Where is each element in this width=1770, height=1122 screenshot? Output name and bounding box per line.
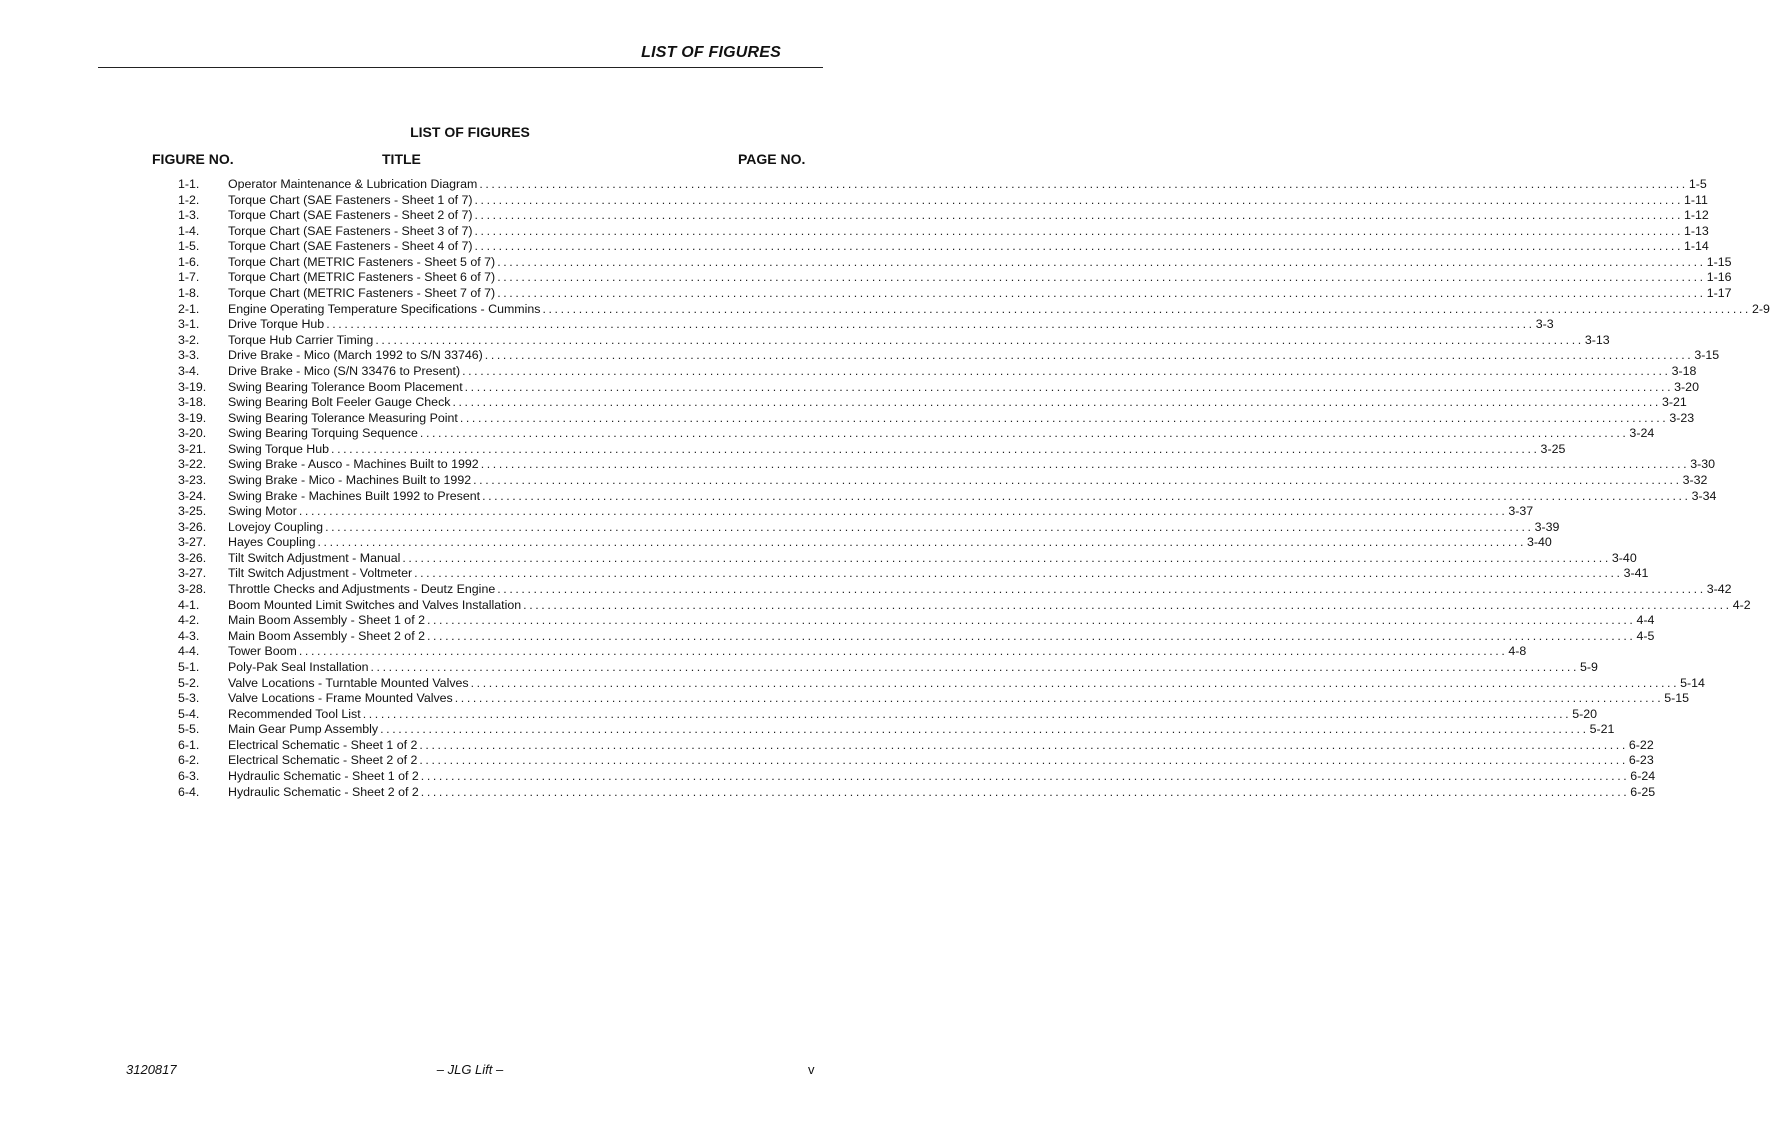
figure-number: 3-20. [178, 426, 207, 441]
dot-leader: ........................................................................................................................................................................................................ [480, 457, 1690, 472]
figure-page-number: 4-2 [1732, 597, 1751, 612]
dot-leader: ........................................................................................................................................................................................................ [420, 784, 1630, 799]
figure-list-item[interactable] [178, 472, 1708, 489]
figure-page-number: 2-9 [1751, 301, 1770, 316]
figure-list-item[interactable] [178, 317, 1554, 333]
figure-page-number: 6-22 [1628, 737, 1654, 752]
figure-title: Drive Torque Hub [228, 317, 325, 332]
dot-leader: ........................................................................................................................................................................................................ [523, 597, 1732, 612]
figure-list-item[interactable] [178, 488, 1717, 505]
dot-leader: ........................................................................................................................................................................................................ [474, 223, 1683, 238]
footer-doc-number: 3120817 [126, 1062, 177, 1077]
figure-page-number: 1-14 [1684, 239, 1709, 254]
dot-leader: ........................................................................................................................................................................................................ [482, 488, 1691, 503]
dot-leader: ........................................................................................................................................................................................................ [462, 363, 1671, 378]
dot-leader: ........................................................................................................................................................................................................ [362, 706, 1572, 721]
figure-number: 2-1. [178, 301, 200, 316]
figure-title: Throttle Checks and Adjustments - Deutz Engine [228, 582, 496, 597]
dot-leader: ........................................................................................................................................................................................................ [380, 722, 1589, 737]
figure-title: Valve Locations - Turntable Mounted Valves [228, 675, 469, 690]
column-header-figure-no: FIGURE NO. [152, 151, 234, 167]
figure-page-number: 3-24 [1629, 426, 1655, 441]
running-header-title: LIST OF FIGURES [641, 44, 781, 61]
dot-leader: ........................................................................................................................................................................................................ [479, 177, 1688, 191]
figure-page-number: 1-11 [1684, 192, 1708, 207]
figure-number: 1-1. [178, 177, 200, 191]
figure-page-number: 3-39 [1534, 519, 1560, 534]
figure-title: Drive Brake - Mico (March 1992 to S/N 33746) [228, 348, 483, 363]
dot-leader: ........................................................................................................................................................................................................ [452, 395, 1661, 410]
figure-number: 3-27. [178, 566, 207, 581]
figure-list-item[interactable] [178, 675, 1705, 692]
figure-list-item[interactable] [178, 410, 1695, 427]
figure-title: Hydraulic Schematic - Sheet 1 of 2 [228, 768, 419, 783]
figure-number: 6-2. [178, 753, 200, 768]
figure-page-number: 3-37 [1508, 504, 1534, 519]
figure-number: 3-23. [178, 472, 207, 487]
figure-number: 3-25. [178, 504, 207, 519]
figure-number: 5-1. [178, 659, 200, 674]
dot-leader: ........................................................................................................................................................................................................ [497, 582, 1706, 597]
figure-list [178, 177, 1770, 800]
figure-page-number: 3-40 [1611, 550, 1637, 565]
figure-page-number: 6-24 [1630, 768, 1656, 783]
figure-list-item[interactable] [178, 768, 1656, 785]
dot-leader: ........................................................................................................................................................................................................ [325, 519, 1534, 534]
figure-page-number: 3-25 [1540, 441, 1566, 456]
figure-title: Operator Maintenance & Lubrication Diagram [228, 177, 478, 191]
figure-number: 3-26. [178, 550, 207, 565]
figure-list-item[interactable] [178, 208, 1709, 224]
figure-list-item[interactable] [178, 706, 1598, 723]
figure-number: 5-2. [178, 675, 200, 690]
figure-number: 1-3. [178, 208, 200, 223]
figure-number: 1-7. [178, 270, 200, 285]
figure-page-number: 3-30 [1690, 457, 1716, 472]
figure-page-number: 3-3 [1535, 317, 1554, 332]
figure-list-item[interactable] [178, 582, 1732, 598]
figure-title: Main Boom Assembly - Sheet 1 of 2 [228, 613, 425, 628]
figure-list-item[interactable] [178, 691, 1690, 707]
figure-title: Torque Chart (SAE Fasteners - Sheet 3 of 7) [228, 223, 473, 238]
figure-page-number: 1-15 [1706, 254, 1732, 269]
figure-list-item[interactable] [178, 613, 1655, 629]
figure-title: Torque Chart (SAE Fasteners - Sheet 1 of 7) [228, 192, 473, 207]
figure-title: Electrical Schematic - Sheet 1 of 2 [228, 737, 418, 752]
figure-page-number: 3-13 [1584, 332, 1610, 347]
dot-leader: ........................................................................................................................................................................................................ [402, 550, 1611, 565]
column-header-title: TITLE [382, 151, 421, 167]
figure-number: 3-3. [178, 348, 200, 363]
dot-leader: ........................................................................................................................................................................................................ [331, 441, 1540, 456]
figure-number: 4-3. [178, 628, 200, 643]
figure-title: Hayes Coupling [228, 535, 316, 550]
figure-list-item[interactable] [178, 363, 1697, 380]
figure-number: 3-22. [178, 457, 207, 472]
figure-number: 1-6. [178, 254, 200, 269]
figure-list-item[interactable] [178, 426, 1655, 442]
figure-page-number: 1-12 [1684, 208, 1709, 223]
figure-title: Swing Brake - Ausco - Machines Built to 1992 [228, 457, 479, 472]
figure-title: Tilt Switch Adjustment - Manual [228, 550, 401, 565]
dot-leader: ........................................................................................................................................................................................................ [420, 768, 1630, 783]
dot-leader: ........................................................................................................................................................................................................ [414, 566, 1623, 581]
figure-number: 3-24. [178, 488, 207, 503]
dot-leader: ........................................................................................................................................................................................................ [497, 270, 1706, 285]
dot-leader: ........................................................................................................................................................................................................ [464, 379, 1674, 394]
figure-list-item[interactable] [178, 379, 1699, 396]
dot-leader: ........................................................................................................................................................................................................ [326, 317, 1535, 332]
figure-list-item[interactable] [178, 566, 1649, 582]
figure-page-number: 5-20 [1572, 706, 1598, 721]
dot-leader: ........................................................................................................................................................................................................ [474, 192, 1683, 207]
figure-page-number: 5-14 [1680, 675, 1705, 690]
figure-number: 4-2. [178, 613, 200, 628]
dot-leader: ........................................................................................................................................................................................................ [298, 644, 1508, 659]
figure-number: 3-1. [178, 317, 200, 332]
figure-title: Main Gear Pump Assembly [228, 722, 379, 737]
dot-leader: ........................................................................................................................................................................................................ [375, 332, 1584, 347]
figure-list-item[interactable] [178, 254, 1732, 271]
dot-leader: ........................................................................................................................................................................................................ [497, 254, 1706, 269]
figure-title: Boom Mounted Limit Switches and Valves Installation [228, 597, 522, 612]
figure-list-item[interactable] [178, 332, 1610, 349]
figure-title: Electrical Schematic - Sheet 2 of 2 [228, 753, 418, 768]
figure-page-number: 3-40 [1527, 535, 1552, 550]
figure-title: Swing Brake - Machines Built 1992 to Present [228, 488, 481, 503]
figure-title: Torque Chart (METRIC Fasteners - Sheet 5 of 7) [228, 254, 496, 269]
figure-list-item[interactable] [178, 348, 1720, 364]
dot-leader: ........................................................................................................................................................................................................ [419, 753, 1628, 768]
dot-leader: ........................................................................................................................................................................................................ [317, 535, 1526, 550]
dot-leader: ........................................................................................................................................................................................................ [454, 691, 1664, 706]
figure-number: 6-4. [178, 784, 200, 799]
figure-list-item[interactable] [178, 722, 1615, 738]
figure-page-number: 4-8 [1508, 644, 1527, 659]
dot-leader: ........................................................................................................................................................................................................ [542, 301, 1751, 316]
figure-title: Tower Boom [228, 644, 297, 659]
figure-page-number: 3-15 [1694, 348, 1720, 363]
figure-list-item[interactable] [178, 286, 1732, 302]
figure-number: 3-27. [178, 535, 207, 550]
figure-number: 3-28. [178, 582, 207, 597]
figure-number: 1-2. [178, 192, 200, 207]
figure-number: 3-19. [178, 410, 207, 425]
dot-leader: ........................................................................................................................................................................................................ [473, 472, 1682, 487]
header-rule [98, 67, 823, 68]
figure-list-item[interactable] [178, 441, 1566, 458]
figure-title: Torque Chart (METRIC Fasteners - Sheet 7 of 7) [228, 286, 496, 301]
figure-number: 3-19. [178, 379, 207, 394]
figure-title: Swing Bearing Torquing Sequence [228, 426, 418, 441]
figure-page-number: 3-34 [1691, 488, 1717, 503]
figure-page-number: 4-4 [1636, 613, 1655, 628]
figure-list-item[interactable] [178, 192, 1708, 209]
figure-number: 1-8. [178, 286, 200, 301]
figure-title: Hydraulic Schematic - Sheet 2 of 2 [228, 784, 419, 799]
footer-page-number: v [808, 1062, 815, 1077]
figure-page-number: 5-15 [1664, 691, 1690, 706]
figure-list-item[interactable] [178, 395, 1687, 411]
figure-list-item[interactable] [178, 223, 1709, 240]
figure-list-item[interactable] [178, 535, 1552, 551]
figure-number: 5-4. [178, 706, 200, 721]
figure-title: Torque Chart (SAE Fasteners - Sheet 2 of 7) [228, 208, 473, 223]
dot-leader: ........................................................................................................................................................................................................ [470, 675, 1680, 690]
figure-list-item[interactable] [178, 737, 1654, 754]
figure-number: 6-1. [178, 737, 200, 752]
figure-page-number: 6-25 [1630, 784, 1656, 799]
figure-page-number: 3-32 [1682, 472, 1708, 487]
figure-page-number: 1-16 [1706, 270, 1732, 285]
figure-page-number: 3-20 [1674, 379, 1699, 394]
dot-leader: ........................................................................................................................................................................................................ [474, 239, 1683, 254]
figure-number: 4-1. [178, 597, 200, 612]
dot-leader: ........................................................................................................................................................................................................ [419, 426, 1629, 441]
figure-list-item[interactable] [178, 177, 1707, 193]
figure-list-item[interactable] [178, 550, 1637, 567]
figure-title: Swing Bearing Tolerance Measuring Point [228, 410, 458, 425]
figure-page-number: 5-21 [1589, 722, 1615, 737]
figure-title: Swing Brake - Mico - Machines Built to 1992 [228, 472, 472, 487]
footer-publisher: – JLG Lift – [436, 1062, 504, 1077]
figure-page-number: 3-21 [1661, 395, 1687, 410]
figure-page-number: 3-23 [1669, 410, 1695, 425]
figure-list-item[interactable] [178, 504, 1534, 520]
figure-title: Lovejoy Coupling [228, 519, 324, 534]
figure-list-item[interactable] [178, 753, 1654, 769]
figure-page-number: 6-23 [1628, 753, 1654, 768]
figure-number: 6-3. [178, 768, 200, 783]
figure-title: Swing Bearing Bolt Feeler Gauge Check [228, 395, 451, 410]
figure-list-item[interactable] [178, 301, 1770, 318]
figure-list-item[interactable] [178, 239, 1709, 255]
figure-title: Torque Chart (METRIC Fasteners - Sheet 6 of 7) [228, 270, 496, 285]
figure-title: Recommended Tool List [228, 706, 361, 721]
figure-page-number: 3-41 [1623, 566, 1649, 581]
figure-page-number: 1-17 [1706, 286, 1732, 301]
dot-leader: ........................................................................................................................................................................................................ [298, 504, 1508, 519]
figure-list-item[interactable] [178, 597, 1751, 614]
figure-title: Engine Operating Temperature Specifications - Cummins [228, 301, 541, 316]
figure-title: Valve Locations - Frame Mounted Valves [228, 691, 453, 706]
figure-list-item[interactable] [178, 784, 1656, 801]
figure-title: Torque Hub Carrier Timing [228, 332, 374, 347]
figure-number: 4-4. [178, 644, 200, 659]
dot-leader: ........................................................................................................................................................................................................ [419, 737, 1628, 752]
figure-number: 3-4. [178, 363, 200, 378]
figure-title: Swing Torque Hub [228, 441, 330, 456]
figure-title: Torque Chart (SAE Fasteners - Sheet 4 of 7) [228, 239, 473, 254]
figure-title: Drive Brake - Mico (S/N 33476 to Present) [228, 363, 461, 378]
figure-number: 3-26. [178, 519, 207, 534]
dot-leader: ........................................................................................................................................................................................................ [474, 208, 1683, 223]
figure-title: Tilt Switch Adjustment - Voltmeter [228, 566, 413, 581]
figure-page-number: 3-42 [1706, 582, 1732, 597]
figure-number: 3-18. [178, 395, 207, 410]
figure-list-item[interactable] [178, 644, 1527, 660]
figure-title: Swing Bearing Tolerance Boom Placement [228, 379, 463, 394]
figure-list-item[interactable] [178, 519, 1560, 536]
dot-leader: ........................................................................................................................................................................................................ [497, 286, 1706, 301]
dot-leader: ........................................................................................................................................................................................................ [370, 659, 1580, 674]
figure-page-number: 3-18 [1671, 363, 1697, 378]
figure-list-item[interactable] [178, 628, 1655, 645]
figure-number: 3-2. [178, 332, 200, 347]
figure-list-item[interactable] [178, 457, 1716, 473]
figure-title: Swing Motor [228, 504, 297, 519]
figure-page-number: 4-5 [1636, 628, 1655, 643]
figure-title: Main Boom Assembly - Sheet 2 of 2 [228, 628, 425, 643]
figure-number: 3-21. [178, 441, 207, 456]
figure-number: 5-5. [178, 722, 200, 737]
figure-number: 5-3. [178, 691, 200, 706]
figure-number: 1-4. [178, 223, 200, 238]
column-header-page-no: PAGE NO. [738, 151, 806, 167]
figure-title: Poly-Pak Seal Installation [228, 659, 369, 674]
figure-page-number: 5-9 [1580, 659, 1598, 674]
page-title: LIST OF FIGURES [410, 124, 530, 140]
figure-list-item[interactable] [178, 270, 1732, 286]
dot-leader: ........................................................................................................................................................................................................ [459, 410, 1669, 425]
figure-page-number: 1-13 [1684, 223, 1709, 238]
dot-leader: ........................................................................................................................................................................................................ [426, 613, 1636, 628]
figure-list-item[interactable] [178, 659, 1598, 676]
dot-leader: ........................................................................................................................................................................................................ [484, 348, 1694, 363]
figure-number: 1-5. [178, 239, 200, 254]
figure-page-number: 1-5 [1688, 177, 1707, 191]
dot-leader: ........................................................................................................................................................................................................ [426, 628, 1636, 643]
